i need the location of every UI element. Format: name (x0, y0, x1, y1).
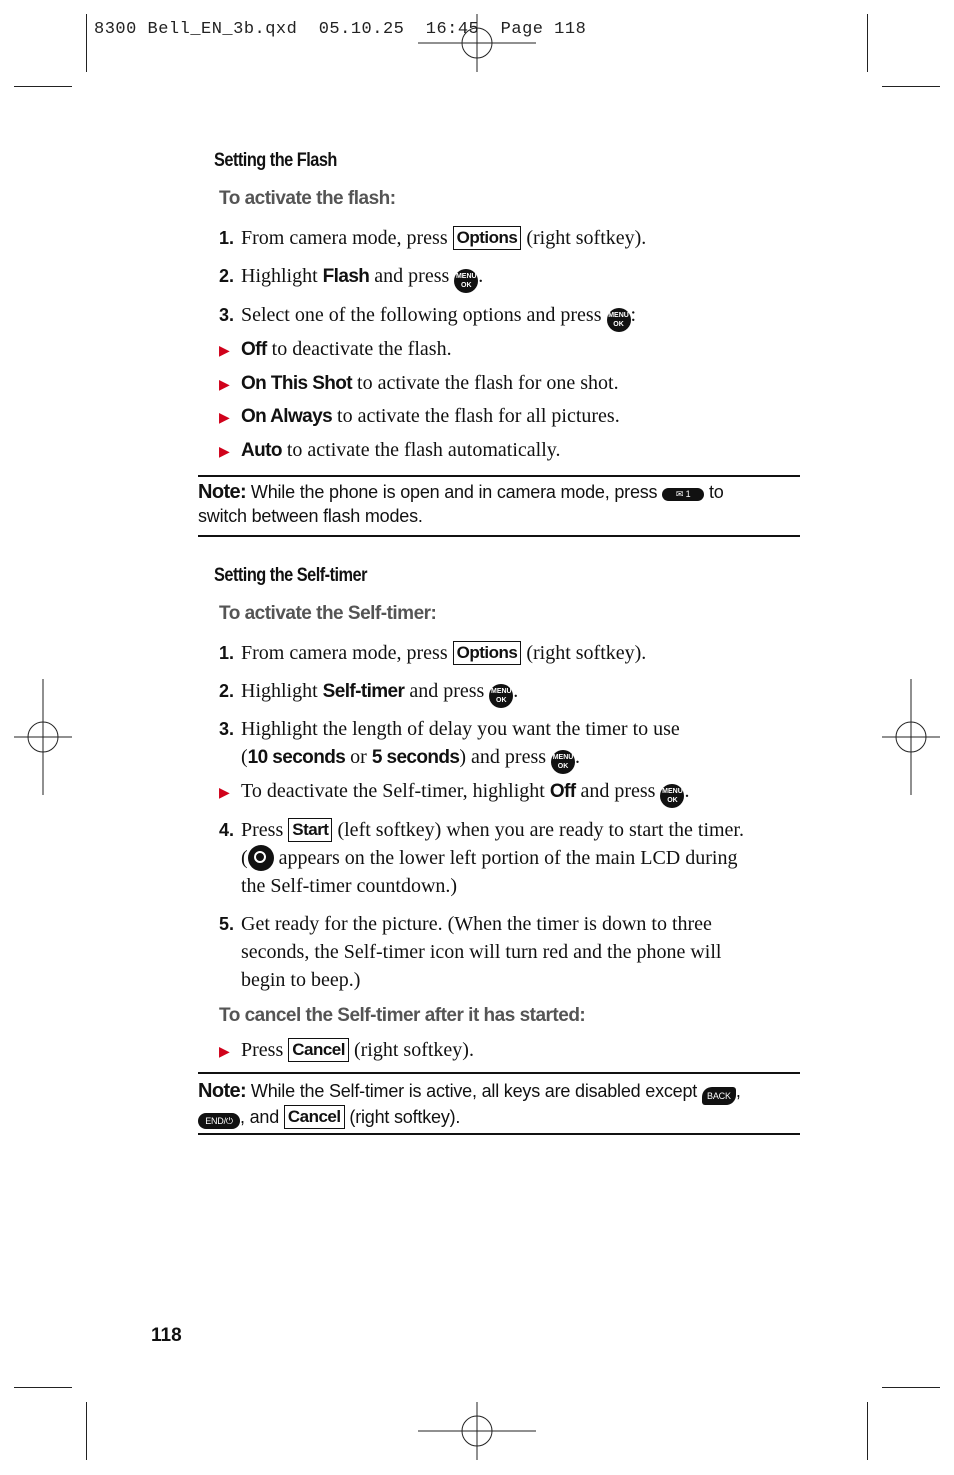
crop-mark (882, 86, 940, 87)
flash-option-on-always: ▶ On Always to activate the flash for all pictures. (219, 402, 809, 433)
section-title-self-timer: Setting the Self-timer (214, 565, 367, 586)
menu-ok-key-icon: MENU OK (489, 684, 513, 708)
step-4-self-timer-cont: ( appears on the lower left portion of the main LCD during (241, 847, 738, 869)
step-5-self-timer-cont: seconds, the Self-timer icon will turn red and the phone will (241, 941, 722, 963)
page-number: 118 (151, 1325, 182, 1346)
step-2-self-timer: 2. Highlight Self-timer and press MENU OK . (219, 677, 809, 708)
crop-mark (867, 1402, 868, 1460)
note-rule-bottom (198, 1133, 800, 1135)
cancel-softkey: Cancel (284, 1105, 345, 1129)
end-power-key-icon: END/⏻ (198, 1113, 240, 1129)
bullet-arrow-icon: ▶ (219, 1045, 230, 1060)
bullet-arrow-icon: ▶ (219, 786, 230, 801)
subtitle-activate-flash: To activate the flash: (219, 188, 396, 209)
crop-mark (14, 1387, 72, 1388)
start-softkey: Start (288, 818, 332, 842)
bullet-arrow-icon: ▶ (219, 411, 230, 426)
options-softkey: Options (453, 641, 522, 665)
step-number: 1. (219, 228, 235, 248)
step-1-self-timer: 1. From camera mode, press Options (right softkey). (219, 639, 809, 667)
step-number: 4. (219, 820, 235, 840)
options-softkey: Options (453, 226, 522, 250)
crop-mark (14, 86, 72, 87)
menu-ok-key-icon: MENU OK (660, 784, 684, 808)
bullet-arrow-icon: ▶ (219, 378, 230, 393)
step-4-self-timer: 4. Press Start (left softkey) when you are ready to start the timer. (219, 816, 809, 844)
step-1-flash: 1. From camera mode, press Options (right softkey). (219, 224, 809, 252)
registration-mark (418, 1402, 536, 1460)
note-flash: Note: While the phone is open and in camera mode, press ✉ 1 to switch between flash modes. (198, 481, 724, 526)
step-number: 2. (219, 681, 235, 701)
registration-mark (882, 679, 940, 795)
message-one-key-icon: ✉ 1 (662, 488, 704, 501)
registration-mark (14, 679, 72, 795)
subtitle-cancel-self-timer: To cancel the Self-timer after it has started: (219, 1005, 586, 1026)
crop-mark (867, 14, 868, 72)
menu-ok-key-icon: MENU OK (551, 750, 575, 774)
bullet-arrow-icon: ▶ (219, 344, 230, 359)
note-rule-top (198, 475, 800, 477)
note-rule-top (198, 1072, 800, 1074)
menu-ok-key-icon: MENU OK (607, 308, 631, 332)
flash-option-on-this-shot: ▶ On This Shot to activate the flash for one shot. (219, 369, 809, 400)
step-5-self-timer-cont: begin to beep.) (241, 969, 361, 991)
section-title-flash: Setting the Flash (214, 150, 337, 171)
step-5-self-timer: 5. Get ready for the picture. (When the timer is down to three (219, 910, 809, 938)
cancel-self-timer-bullet: ▶ Press Cancel (right softkey). (219, 1036, 809, 1067)
step-3-flash: 3. Select one of the following options and press MENU OK : (219, 301, 809, 332)
flash-option-auto: ▶ Auto to activate the flash automatically. (219, 436, 809, 467)
deactivate-self-timer-bullet: ▶ To deactivate the Self-timer, highlight Off and press MENU OK . (219, 777, 809, 808)
step-number: 3. (219, 305, 235, 325)
step-3-self-timer-cont: (10 seconds or 5 seconds) and press MENU OK . (241, 743, 580, 774)
step-number: 3. (219, 719, 235, 739)
menu-ok-key-icon: MENU OK (454, 269, 478, 293)
cancel-softkey: Cancel (288, 1038, 349, 1062)
step-number: 2. (219, 266, 235, 286)
step-4-self-timer-cont: the Self-timer countdown.) (241, 875, 458, 897)
crop-mark (86, 1402, 87, 1460)
flash-option-off: ▶ Off to deactivate the flash. (219, 335, 809, 366)
bullet-arrow-icon: ▶ (219, 445, 230, 460)
print-slug: 8300 Bell_EN_3b.qxd 05.10.25 16:45 Page 118 (94, 20, 587, 39)
note-rule-bottom (198, 535, 800, 537)
crop-mark (882, 1387, 940, 1388)
back-key-icon: BACK (702, 1087, 736, 1105)
step-number: 1. (219, 643, 235, 663)
step-number: 5. (219, 914, 235, 934)
crop-mark (86, 14, 87, 72)
step-3-self-timer: 3. Highlight the length of delay you want the timer to use (219, 715, 809, 743)
registration-mark (418, 14, 536, 72)
self-timer-icon (248, 845, 274, 871)
note-self-timer: Note: While the Self-timer is active, all keys are disabled except BACK , END/⏻ , and Cancel (right softkey). (198, 1080, 741, 1127)
step-2-flash: 2. Highlight Flash and press MENU OK . (219, 262, 809, 293)
subtitle-activate-self-timer: To activate the Self-timer: (219, 603, 437, 624)
